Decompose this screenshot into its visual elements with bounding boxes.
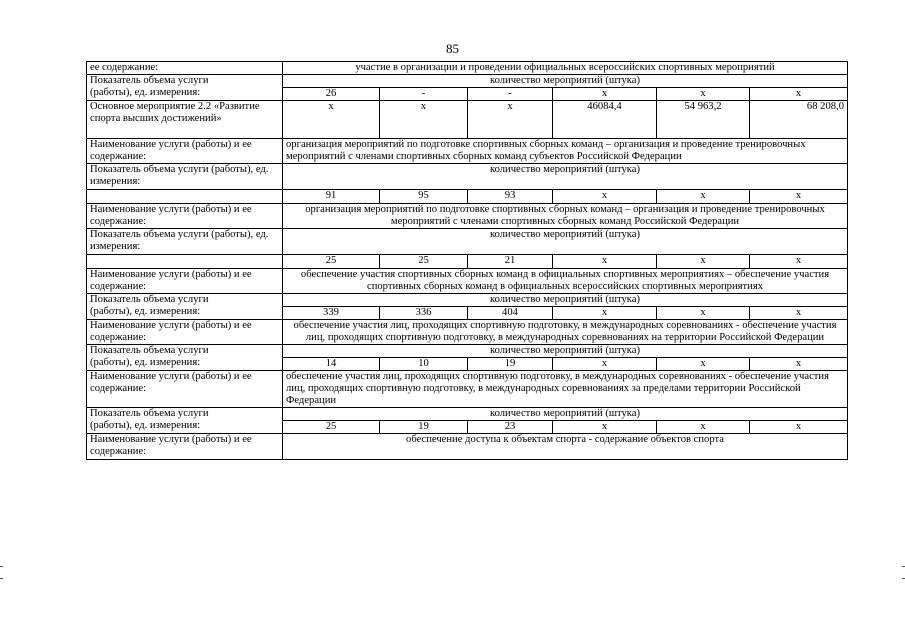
value-cell: 339 bbox=[283, 307, 380, 320]
value-cell: x bbox=[750, 190, 848, 204]
value-cell: x bbox=[380, 101, 468, 139]
scan-edge-mark bbox=[0, 578, 3, 579]
value-cell: 14 bbox=[283, 358, 380, 371]
row-label: Основное мероприятие 2.2 «Развитие спорта высших достижений» bbox=[87, 101, 283, 139]
table-row bbox=[87, 371, 848, 408]
row-label: Наименование услуги (работы) и ее содержание: bbox=[87, 434, 283, 460]
row-label bbox=[87, 75, 283, 101]
value-cell: - bbox=[380, 88, 468, 101]
row-label: Наименование услуги (работы) и ее содержание: bbox=[87, 139, 283, 164]
value-cell: 95 bbox=[380, 190, 468, 204]
table-row bbox=[87, 62, 848, 75]
value-cell: 25 bbox=[380, 255, 468, 269]
service-content: обеспечение доступа к объектам спорта - содержание объектов спорта bbox=[283, 434, 848, 460]
unit-of-measure: количество мероприятий (штука) bbox=[283, 408, 848, 421]
row-label bbox=[87, 345, 283, 371]
value-cell: x bbox=[750, 307, 848, 320]
value-cell: 404 bbox=[468, 307, 553, 320]
document-table bbox=[86, 61, 848, 460]
row-label: Показатель объема услуги (работы), ед. измерения: bbox=[87, 164, 283, 190]
value-cell: x bbox=[657, 421, 750, 434]
value-cell: 25 bbox=[283, 421, 380, 434]
table-row bbox=[87, 204, 848, 229]
unit-of-measure: количество мероприятий (штука) bbox=[283, 164, 848, 190]
value-cell: 68 208,0 bbox=[750, 101, 848, 139]
value-cell: x bbox=[750, 88, 848, 101]
value-cell: x bbox=[750, 255, 848, 269]
value-cell: x bbox=[657, 307, 750, 320]
table-row bbox=[87, 229, 848, 255]
value-cell: 21 bbox=[468, 255, 553, 269]
service-content: участие в организации и проведении официальных всероссийских спортивных мероприятий bbox=[283, 62, 848, 75]
table-row bbox=[87, 294, 848, 307]
value-cell: x bbox=[283, 101, 380, 139]
page-number: 85 bbox=[446, 41, 459, 56]
table-row bbox=[87, 269, 848, 294]
unit-of-measure: количество мероприятий (штука) bbox=[283, 229, 848, 255]
value-cell: 91 bbox=[283, 190, 380, 204]
row-label: Наименование услуги (работы) и ее содержание: bbox=[87, 269, 283, 294]
value-cell: x bbox=[553, 190, 657, 204]
value-cell: 93 bbox=[468, 190, 553, 204]
unit-of-measure: количество мероприятий (штука) bbox=[283, 75, 848, 88]
value-cell: 336 bbox=[380, 307, 468, 320]
row-label-line: (работы), ед. измерения: bbox=[90, 306, 201, 317]
value-cell: x bbox=[553, 307, 657, 320]
table-row bbox=[87, 255, 848, 269]
row-label-line: (работы), ед. измерения: bbox=[90, 87, 201, 98]
row-label-line: Показатель объема услуги bbox=[90, 294, 209, 305]
value-cell: 10 bbox=[380, 358, 468, 371]
value-cell: x bbox=[657, 190, 750, 204]
value-cell: x bbox=[553, 421, 657, 434]
value-cell: x bbox=[657, 255, 750, 269]
value-cell: x bbox=[750, 421, 848, 434]
row-label bbox=[87, 294, 283, 320]
row-label-continuation bbox=[87, 255, 283, 269]
row-label-line: Показатель объема услуги bbox=[90, 75, 209, 86]
value-cell: 26 bbox=[283, 88, 380, 101]
row-label: Наименование услуги (работы) и ее содержание: bbox=[87, 371, 283, 408]
table-row bbox=[87, 434, 848, 460]
value-cell: 25 bbox=[283, 255, 380, 269]
row-label-line: Показатель объема услуги bbox=[90, 345, 209, 356]
value-cell: 54 963,2 bbox=[657, 101, 750, 139]
row-label: Наименование услуги (работы) и ее содержание: bbox=[87, 204, 283, 229]
unit-of-measure: количество мероприятий (штука) bbox=[283, 294, 848, 307]
table-row bbox=[87, 408, 848, 421]
value-cell: 46084,4 bbox=[553, 101, 657, 139]
value-cell: 19 bbox=[468, 358, 553, 371]
row-label-line: (работы), ед. измерения: bbox=[90, 357, 201, 368]
value-cell: x bbox=[553, 88, 657, 101]
service-content: организация мероприятий по подготовке спортивных сборных команд – организация и проведение тренировочных мероприятий с членами спортивных сборных команд субъектов Российской Федерации bbox=[283, 139, 848, 164]
row-label-continuation bbox=[87, 190, 283, 204]
service-content: обеспечение участия спортивных сборных команд в официальных спортивных мероприятиях – обеспечение участия спортивных сборных команд в официальных всероссийских спортивных мероприятиях bbox=[283, 269, 848, 294]
row-label bbox=[87, 408, 283, 434]
table-row bbox=[87, 139, 848, 164]
row-label-line: (работы), ед. измерения: bbox=[90, 420, 201, 431]
service-content: обеспечение участия лиц, проходящих спортивную подготовку, в международных соревнованиях - обеспечение участия лиц, проходящих спортивную подготовку, в международных соревнованиях за пределами территории Российской Федерации bbox=[283, 371, 848, 408]
value-cell: x bbox=[750, 358, 848, 371]
table-row bbox=[87, 75, 848, 88]
service-content: организация мероприятий по подготовке спортивных сборных команд – организация и проведение тренировочных мероприятий с членами спортивных сборных команд Российской Федерации bbox=[283, 204, 848, 229]
service-content: обеспечение участия лиц, проходящих спортивную подготовку, в международных соревнованиях - обеспечение участия лиц, проходящих спортивную подготовку, в международных соревнованиях на территории Российской Федерации bbox=[283, 320, 848, 345]
value-cell: x bbox=[657, 358, 750, 371]
row-label-line: Показатель объема услуги bbox=[90, 408, 209, 419]
row-label: ее содержание: bbox=[87, 62, 283, 75]
unit-of-measure: количество мероприятий (штука) bbox=[283, 345, 848, 358]
value-cell: - bbox=[468, 88, 553, 101]
table-row bbox=[87, 345, 848, 358]
value-cell: x bbox=[657, 88, 750, 101]
value-cell: x bbox=[468, 101, 553, 139]
scan-edge-mark bbox=[0, 566, 3, 567]
table-row bbox=[87, 320, 848, 345]
row-label: Показатель объема услуги (работы), ед. измерения: bbox=[87, 229, 283, 255]
table-row bbox=[87, 190, 848, 204]
value-cell: x bbox=[553, 255, 657, 269]
row-label: Наименование услуги (работы) и ее содержание: bbox=[87, 320, 283, 345]
value-cell: 23 bbox=[468, 421, 553, 434]
table-row bbox=[87, 101, 848, 139]
table-row bbox=[87, 164, 848, 190]
value-cell: x bbox=[553, 358, 657, 371]
value-cell: 19 bbox=[380, 421, 468, 434]
